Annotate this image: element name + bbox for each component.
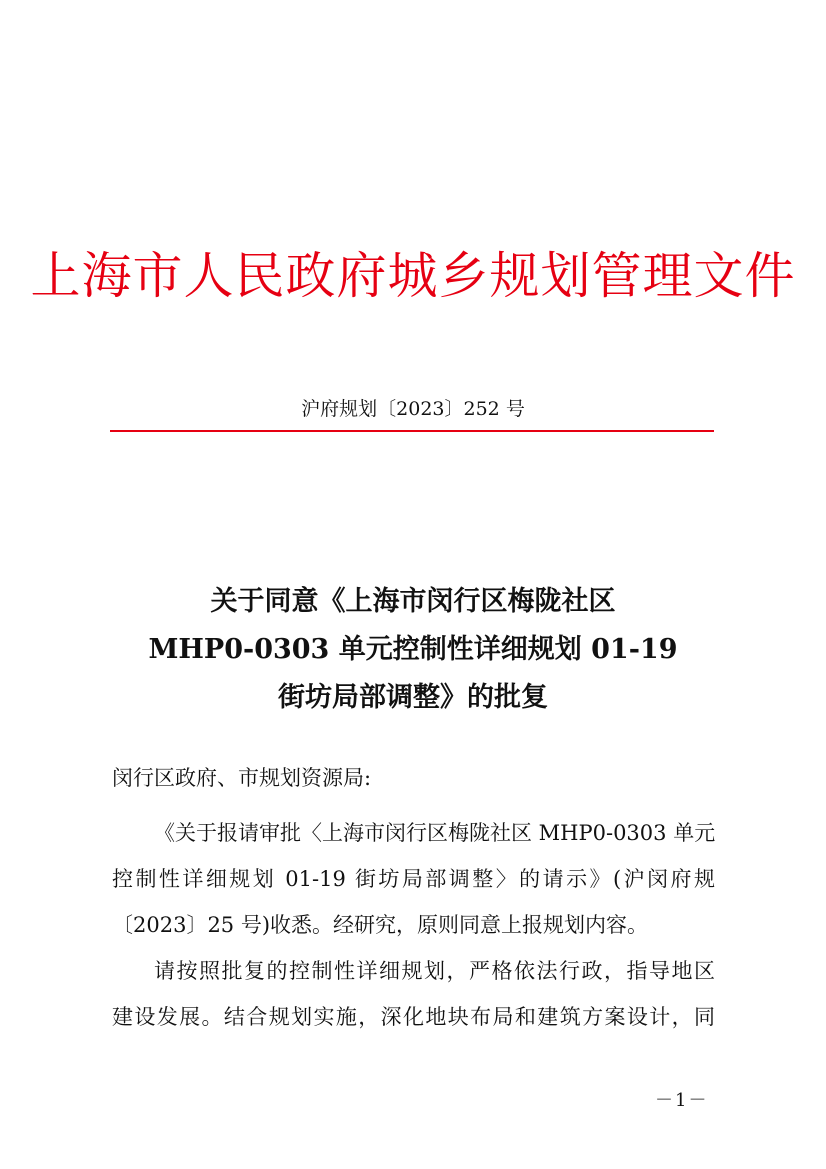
paragraph-1-line-2: 控制性详细规划 01-19 街坊局部调整〉的请示》(沪闵府规 <box>112 867 715 891</box>
title-line-3: 街坊局部调整》的批复 <box>278 682 548 713</box>
body-paragraph-2 <box>112 948 715 1040</box>
paragraph-2-line-2: 建设发展。结合规划实施，深化地块布局和建筑方案设计，同 <box>112 1005 715 1029</box>
paragraph-1-line-1: 《关于报请审批〈上海市闵行区梅陇社区 MHP0-0303 单元 <box>154 821 716 845</box>
document-title <box>0 578 826 722</box>
masthead-title: 上海市人民政府城乡规划管理文件 <box>30 247 796 305</box>
paragraph-1-line-3: 〔2023〕25 号)收悉。经研究，原则同意上报规划内容。 <box>112 913 649 937</box>
recipient-line: 闵行区政府、市规划资源局: <box>112 766 372 790</box>
title-line-1: 关于同意《上海市闵行区梅陇社区 <box>210 586 616 617</box>
page-number: －1－ <box>655 1090 709 1111</box>
paragraph-2-line-1: 请按照批复的控制性详细规划，严格依法行政，指导地区 <box>154 959 715 983</box>
red-divider-line <box>110 430 714 432</box>
title-line-2: MHP0-0303 单元控制性详细规划 01-19 <box>148 634 678 665</box>
document-number: 沪府规划〔2023〕252 号 <box>301 398 525 420</box>
body-paragraph-1 <box>112 810 715 948</box>
